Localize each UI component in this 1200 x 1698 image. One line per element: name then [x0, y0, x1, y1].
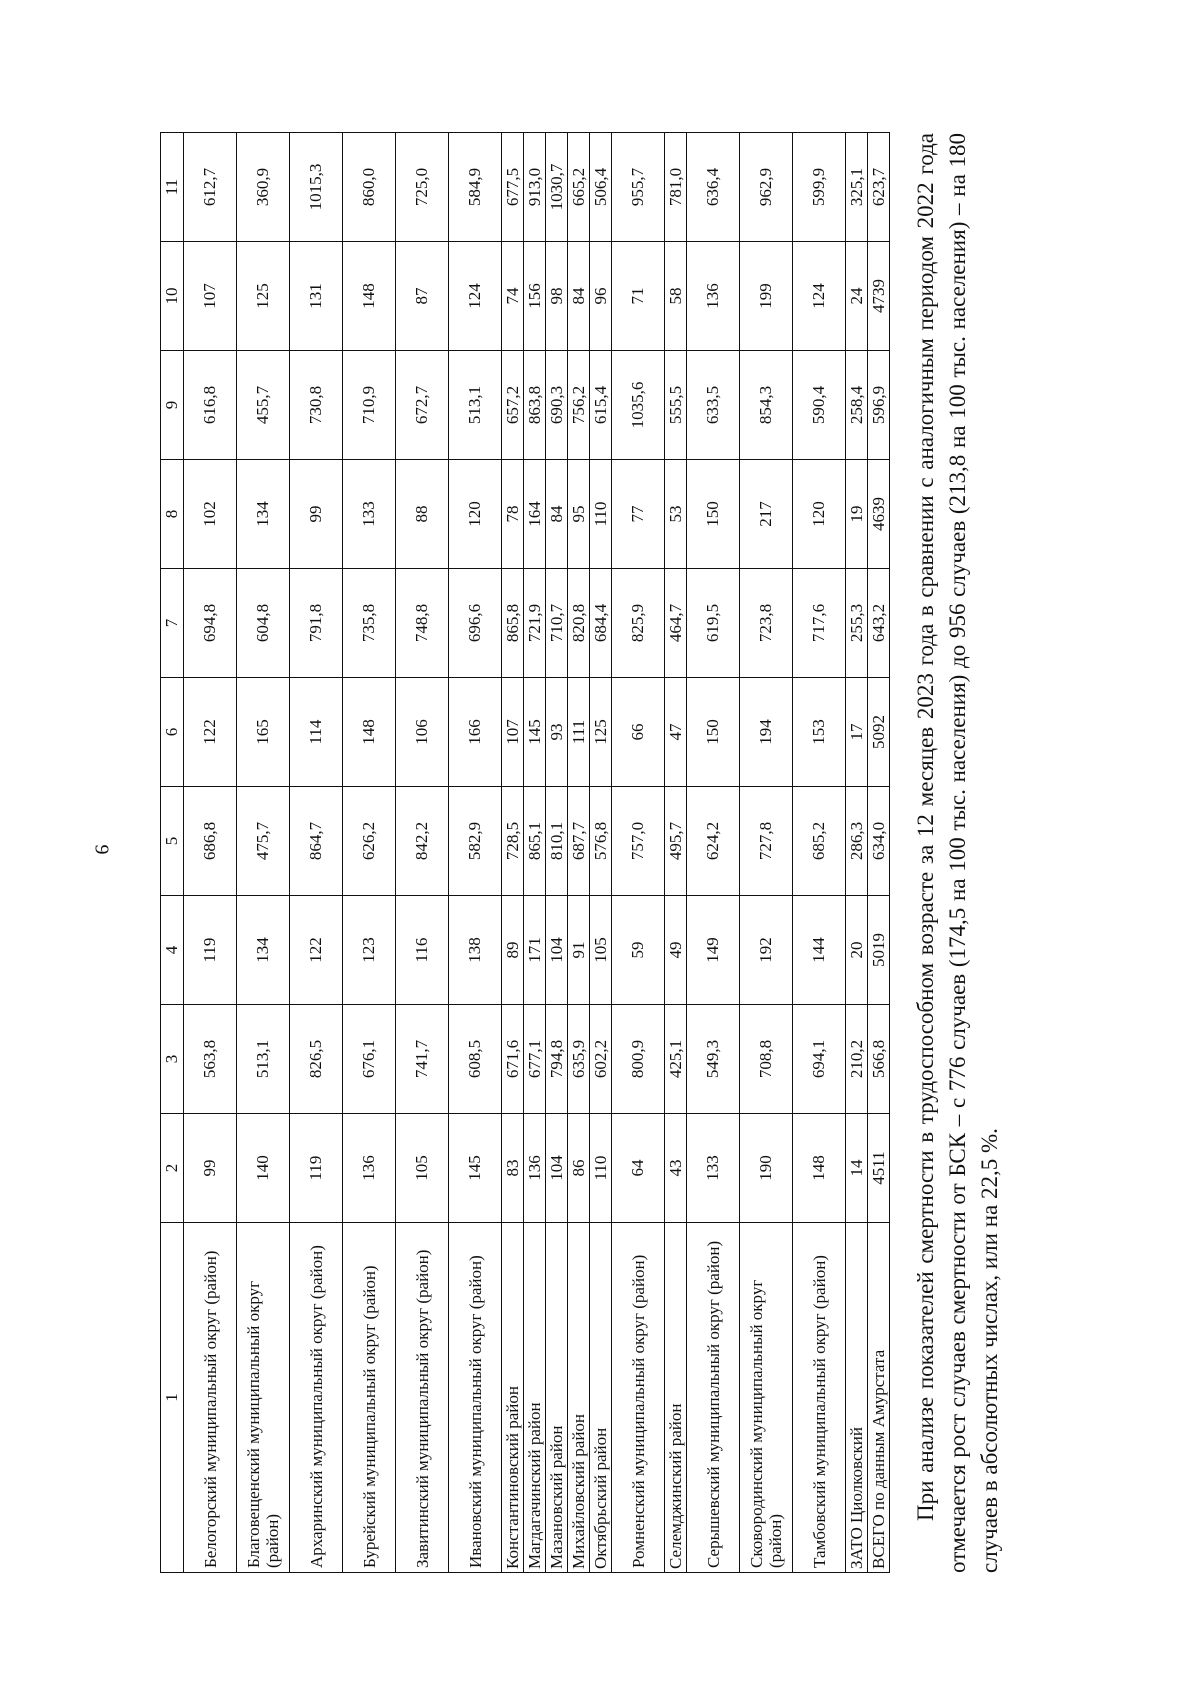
value-cell: 615,4 [590, 351, 612, 460]
value-cell: 748,8 [396, 569, 449, 678]
territory-name-cell: Благовещенский муниципальный округ (район) [237, 1223, 290, 1573]
value-cell: 563,8 [184, 1005, 237, 1114]
value-cell: 210,2 [846, 1005, 868, 1114]
value-cell: 865,1 [524, 787, 546, 896]
value-cell: 153 [793, 678, 846, 787]
column-header: 3 [161, 1005, 184, 1114]
value-cell: 5019 [868, 896, 890, 1005]
value-cell: 810,1 [546, 787, 568, 896]
value-cell: 756,2 [568, 351, 590, 460]
value-cell: 43 [665, 1114, 687, 1223]
value-cell: 696,6 [449, 569, 502, 678]
value-cell: 125 [237, 242, 290, 351]
value-cell: 66 [612, 678, 665, 787]
value-cell: 4739 [868, 242, 890, 351]
value-cell: 325,1 [846, 133, 868, 242]
value-cell: 53 [665, 460, 687, 569]
value-cell: 136 [524, 1114, 546, 1223]
value-cell: 634,0 [868, 787, 890, 896]
value-cell: 1015,3 [290, 133, 343, 242]
value-cell: 165 [237, 678, 290, 787]
value-cell: 685,2 [793, 787, 846, 896]
body-paragraph: При анализе показателей смертности в трудоспособном возрасте за 12 месяцев 2023 года в сравнении с аналогичным периодом 2022 года отмечается рост случаев смертности от БСК – с 776 случаев (174,5 на 100 тыс. населения) до 956 случаев (213,8 на 100 тыс. населения) – на 180 случаев в абсолютных числах, или на 22,5 %. [913, 133, 1002, 1573]
value-cell: 107 [184, 242, 237, 351]
value-cell: 107 [502, 678, 524, 787]
value-cell: 723,8 [740, 569, 793, 678]
value-cell: 582,9 [449, 787, 502, 896]
value-cell: 826,5 [290, 1005, 343, 1114]
column-header: 9 [161, 351, 184, 460]
value-cell: 124 [793, 242, 846, 351]
value-cell: 133 [687, 1114, 740, 1223]
column-header: 7 [161, 569, 184, 678]
value-cell: 190 [740, 1114, 793, 1223]
value-cell: 49 [665, 896, 687, 1005]
value-cell: 96 [590, 242, 612, 351]
value-cell: 98 [546, 242, 568, 351]
value-cell: 156 [524, 242, 546, 351]
value-cell: 677,5 [502, 133, 524, 242]
value-cell: 506,4 [590, 133, 612, 242]
table-row [343, 133, 396, 1573]
value-cell: 549,3 [687, 1005, 740, 1114]
value-cell: 148 [343, 678, 396, 787]
value-cell: 513,1 [237, 1005, 290, 1114]
territory-name-cell: Ивановский муниципальный округ (район) [449, 1223, 502, 1573]
value-cell: 217 [740, 460, 793, 569]
value-cell: 104 [546, 896, 568, 1005]
value-cell: 576,8 [590, 787, 612, 896]
table-row [740, 133, 793, 1573]
value-cell: 694,8 [184, 569, 237, 678]
table-row [237, 133, 290, 1573]
value-cell: 555,5 [665, 351, 687, 460]
value-cell: 800,9 [612, 1005, 665, 1114]
value-cell: 171 [524, 896, 546, 1005]
value-cell: 1035,6 [612, 351, 665, 460]
value-cell: 794,8 [546, 1005, 568, 1114]
value-cell: 95 [568, 460, 590, 569]
value-cell: 120 [793, 460, 846, 569]
value-cell: 78 [502, 460, 524, 569]
value-cell: 495,7 [665, 787, 687, 896]
value-cell: 74 [502, 242, 524, 351]
value-cell: 425,1 [665, 1005, 687, 1114]
table-row [568, 133, 590, 1573]
value-cell: 913,0 [524, 133, 546, 242]
value-cell: 728,5 [502, 787, 524, 896]
value-cell: 131 [290, 242, 343, 351]
value-cell: 710,9 [343, 351, 396, 460]
value-cell: 865,8 [502, 569, 524, 678]
value-cell: 133 [343, 460, 396, 569]
value-cell: 730,8 [290, 351, 343, 460]
value-cell: 643,2 [868, 569, 890, 678]
value-cell: 89 [502, 896, 524, 1005]
territory-name-cell: Сковородинский муниципальный округ (район) [740, 1223, 793, 1573]
value-cell: 464,7 [665, 569, 687, 678]
value-cell: 604,8 [237, 569, 290, 678]
value-cell: 4511 [868, 1114, 890, 1223]
value-cell: 84 [546, 460, 568, 569]
value-cell: 136 [343, 1114, 396, 1223]
value-cell: 83 [502, 1114, 524, 1223]
value-cell: 102 [184, 460, 237, 569]
table-row [184, 133, 237, 1573]
value-cell: 124 [449, 242, 502, 351]
territory-name-cell: ВСЕГО по данным Амурстата [868, 1223, 890, 1573]
territory-name-cell: Ромненский муниципальный округ (район) [612, 1223, 665, 1573]
value-cell: 962,9 [740, 133, 793, 242]
value-cell: 677,1 [524, 1005, 546, 1114]
territory-name-cell: Белогорский муниципальный округ (район) [184, 1223, 237, 1573]
territory-name-cell: Октябрьский район [590, 1223, 612, 1573]
value-cell: 4639 [868, 460, 890, 569]
value-cell: 110 [590, 460, 612, 569]
value-cell: 455,7 [237, 351, 290, 460]
value-cell: 14 [846, 1114, 868, 1223]
value-cell: 626,2 [343, 787, 396, 896]
value-cell: 144 [793, 896, 846, 1005]
value-cell: 64 [612, 1114, 665, 1223]
value-cell: 955,7 [612, 133, 665, 242]
value-cell: 148 [793, 1114, 846, 1223]
value-cell: 710,7 [546, 569, 568, 678]
territory-name-cell: Магдагачинский район [524, 1223, 546, 1573]
value-cell: 150 [687, 678, 740, 787]
value-cell: 616,8 [184, 351, 237, 460]
value-cell: 134 [237, 896, 290, 1005]
mortality-table [160, 132, 890, 1573]
value-cell: 145 [524, 678, 546, 787]
value-cell: 781,0 [665, 133, 687, 242]
value-cell: 596,9 [868, 351, 890, 460]
territory-name-cell: Архаринский муниципальный округ (район) [290, 1223, 343, 1573]
page-number: 9 [90, 844, 113, 855]
value-cell: 854,3 [740, 351, 793, 460]
value-cell: 686,8 [184, 787, 237, 896]
value-cell: 694,1 [793, 1005, 846, 1114]
value-cell: 148 [343, 242, 396, 351]
value-cell: 1030,7 [546, 133, 568, 242]
value-cell: 71 [612, 242, 665, 351]
table-row [687, 133, 740, 1573]
value-cell: 111 [568, 678, 590, 787]
value-cell: 20 [846, 896, 868, 1005]
territory-name-cell: Константиновский район [502, 1223, 524, 1573]
value-cell: 58 [665, 242, 687, 351]
value-cell: 825,9 [612, 569, 665, 678]
column-header: 10 [161, 242, 184, 351]
table-row [590, 133, 612, 1573]
value-cell: 138 [449, 896, 502, 1005]
value-cell: 475,7 [237, 787, 290, 896]
territory-name-cell: Бурейский муниципальный округ (район) [343, 1223, 396, 1573]
value-cell: 657,2 [502, 351, 524, 460]
value-cell: 99 [290, 460, 343, 569]
value-cell: 119 [184, 896, 237, 1005]
territory-name-cell: Мазановский район [546, 1223, 568, 1573]
column-header: 11 [161, 133, 184, 242]
value-cell: 199 [740, 242, 793, 351]
value-cell: 87 [396, 242, 449, 351]
value-cell: 104 [546, 1114, 568, 1223]
value-cell: 360,9 [237, 133, 290, 242]
value-cell: 286,3 [846, 787, 868, 896]
value-cell: 99 [184, 1114, 237, 1223]
table-row [665, 133, 687, 1573]
value-cell: 123 [343, 896, 396, 1005]
value-cell: 122 [290, 896, 343, 1005]
value-cell: 192 [740, 896, 793, 1005]
territory-name-cell: Серышевский муниципальный округ (район) [687, 1223, 740, 1573]
value-cell: 725,0 [396, 133, 449, 242]
column-header: 5 [161, 787, 184, 896]
value-cell: 120 [449, 460, 502, 569]
value-cell: 114 [290, 678, 343, 787]
value-cell: 599,9 [793, 133, 846, 242]
value-cell: 791,8 [290, 569, 343, 678]
value-cell: 612,7 [184, 133, 237, 242]
territory-name-cell: ЗАТО Циолковский [846, 1223, 868, 1573]
value-cell: 608,5 [449, 1005, 502, 1114]
table-row [846, 133, 868, 1573]
value-cell: 690,3 [546, 351, 568, 460]
value-cell: 735,8 [343, 569, 396, 678]
value-cell: 116 [396, 896, 449, 1005]
value-cell: 820,8 [568, 569, 590, 678]
table-row [868, 133, 890, 1573]
table-header-row [161, 133, 184, 1573]
table-row [793, 133, 846, 1573]
value-cell: 150 [687, 460, 740, 569]
value-cell: 164 [524, 460, 546, 569]
territory-name-cell: Тамбовский муниципальный округ (район) [793, 1223, 846, 1573]
table-row [546, 133, 568, 1573]
column-header: 2 [161, 1114, 184, 1223]
value-cell: 105 [396, 1114, 449, 1223]
value-cell: 149 [687, 896, 740, 1005]
value-cell: 59 [612, 896, 665, 1005]
territory-name-cell: Селемджинский район [665, 1223, 687, 1573]
value-cell: 633,5 [687, 351, 740, 460]
column-header: 4 [161, 896, 184, 1005]
value-cell: 134 [237, 460, 290, 569]
value-cell: 106 [396, 678, 449, 787]
value-cell: 741,7 [396, 1005, 449, 1114]
value-cell: 77 [612, 460, 665, 569]
value-cell: 721,9 [524, 569, 546, 678]
rotated-page-content [160, 73, 1200, 1573]
value-cell: 47 [665, 678, 687, 787]
value-cell: 602,2 [590, 1005, 612, 1114]
table-row [290, 133, 343, 1573]
value-cell: 727,8 [740, 787, 793, 896]
value-cell: 125 [590, 678, 612, 787]
value-cell: 194 [740, 678, 793, 787]
value-cell: 255,3 [846, 569, 868, 678]
value-cell: 665,2 [568, 133, 590, 242]
value-cell: 635,9 [568, 1005, 590, 1114]
value-cell: 863,8 [524, 351, 546, 460]
value-cell: 619,5 [687, 569, 740, 678]
value-cell: 258,4 [846, 351, 868, 460]
value-cell: 166 [449, 678, 502, 787]
value-cell: 624,2 [687, 787, 740, 896]
value-cell: 84 [568, 242, 590, 351]
territory-name-cell: Завитинский муниципальный округ (район) [396, 1223, 449, 1573]
value-cell: 708,8 [740, 1005, 793, 1114]
value-cell: 676,1 [343, 1005, 396, 1114]
table-row [449, 133, 502, 1573]
value-cell: 584,9 [449, 133, 502, 242]
value-cell: 671,6 [502, 1005, 524, 1114]
value-cell: 110 [590, 1114, 612, 1223]
column-header: 6 [161, 678, 184, 787]
value-cell: 145 [449, 1114, 502, 1223]
value-cell: 717,6 [793, 569, 846, 678]
value-cell: 88 [396, 460, 449, 569]
table-row [502, 133, 524, 1573]
value-cell: 140 [237, 1114, 290, 1223]
value-cell: 864,7 [290, 787, 343, 896]
table-row [612, 133, 665, 1573]
column-header: 1 [161, 1223, 184, 1573]
value-cell: 860,0 [343, 133, 396, 242]
value-cell: 5092 [868, 678, 890, 787]
value-cell: 590,4 [793, 351, 846, 460]
value-cell: 566,8 [868, 1005, 890, 1114]
table-row [396, 133, 449, 1573]
value-cell: 672,7 [396, 351, 449, 460]
value-cell: 842,2 [396, 787, 449, 896]
value-cell: 122 [184, 678, 237, 787]
value-cell: 636,4 [687, 133, 740, 242]
value-cell: 17 [846, 678, 868, 787]
territory-name-cell: Михайловский район [568, 1223, 590, 1573]
value-cell: 24 [846, 242, 868, 351]
value-cell: 86 [568, 1114, 590, 1223]
value-cell: 684,4 [590, 569, 612, 678]
value-cell: 105 [590, 896, 612, 1005]
value-cell: 19 [846, 460, 868, 569]
value-cell: 136 [687, 242, 740, 351]
value-cell: 93 [546, 678, 568, 787]
value-cell: 623,7 [868, 133, 890, 242]
table-body [184, 133, 890, 1573]
value-cell: 757,0 [612, 787, 665, 896]
value-cell: 513,1 [449, 351, 502, 460]
value-cell: 91 [568, 896, 590, 1005]
column-header: 8 [161, 460, 184, 569]
value-cell: 687,7 [568, 787, 590, 896]
value-cell: 119 [290, 1114, 343, 1223]
table-row [524, 133, 546, 1573]
